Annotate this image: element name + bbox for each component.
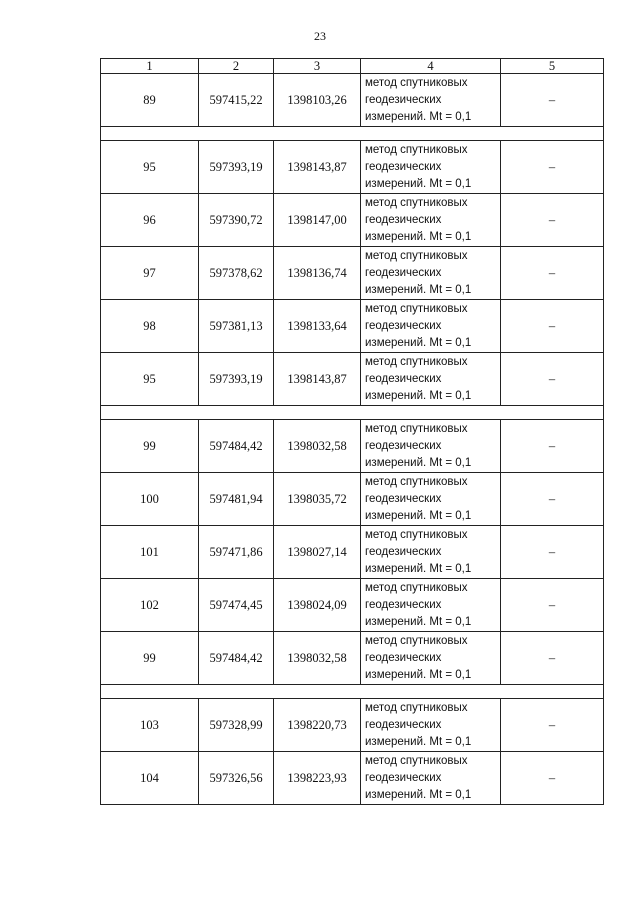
section-separator-cell <box>101 406 604 420</box>
table-row <box>101 579 604 632</box>
y-coordinate-cell: 1398143,87 <box>274 353 361 406</box>
table-row <box>101 300 604 353</box>
y-coordinate-cell: 1398032,58 <box>274 632 361 685</box>
x-coordinate-cell: 597471,86 <box>199 526 274 579</box>
header-row <box>101 59 604 74</box>
method-cell: метод спутниковых геодезических измерений. Mt = 0,1 <box>361 579 501 632</box>
table-row <box>101 632 604 685</box>
y-coordinate-cell: 1398143,87 <box>274 141 361 194</box>
method-cell: метод спутниковых геодезических измерений. Mt = 0,1 <box>361 194 501 247</box>
table-row <box>101 473 604 526</box>
table-row <box>101 247 604 300</box>
point-number-cell: 89 <box>101 74 199 127</box>
column-header-1: 1 <box>101 59 199 74</box>
accuracy-note-cell: – <box>501 74 604 127</box>
y-coordinate-cell: 1398103,26 <box>274 74 361 127</box>
x-coordinate-cell: 597390,72 <box>199 194 274 247</box>
y-coordinate-cell: 1398027,14 <box>274 526 361 579</box>
method-cell: метод спутниковых геодезических измерений. Mt = 0,1 <box>361 300 501 353</box>
column-header-5: 5 <box>501 59 604 74</box>
table-row <box>101 141 604 194</box>
table-row <box>101 353 604 406</box>
method-cell: метод спутниковых геодезических измерений. Mt = 0,1 <box>361 632 501 685</box>
method-cell: метод спутниковых геодезических измерений. Mt = 0,1 <box>361 420 501 473</box>
section-separator-cell <box>101 685 604 699</box>
y-coordinate-cell: 1398136,74 <box>274 247 361 300</box>
x-coordinate-cell: 597484,42 <box>199 420 274 473</box>
point-number-cell: 101 <box>101 526 199 579</box>
point-number-cell: 102 <box>101 579 199 632</box>
coordinates-table-body <box>101 59 604 805</box>
accuracy-note-cell: – <box>501 579 604 632</box>
accuracy-note-cell: – <box>501 247 604 300</box>
y-coordinate-cell: 1398024,09 <box>274 579 361 632</box>
x-coordinate-cell: 597474,45 <box>199 579 274 632</box>
point-number-cell: 97 <box>101 247 199 300</box>
x-coordinate-cell: 597393,19 <box>199 141 274 194</box>
y-coordinate-cell: 1398223,93 <box>274 752 361 805</box>
table-row <box>101 752 604 805</box>
accuracy-note-cell: – <box>501 473 604 526</box>
point-number-cell: 104 <box>101 752 199 805</box>
point-number-cell: 95 <box>101 141 199 194</box>
accuracy-note-cell: – <box>501 194 604 247</box>
accuracy-note-cell: – <box>501 300 604 353</box>
method-cell: метод спутниковых геодезических измерений. Mt = 0,1 <box>361 141 501 194</box>
point-number-cell: 103 <box>101 699 199 752</box>
y-coordinate-cell: 1398035,72 <box>274 473 361 526</box>
x-coordinate-cell: 597378,62 <box>199 247 274 300</box>
column-header-3: 3 <box>274 59 361 74</box>
table-row <box>101 194 604 247</box>
point-number-cell: 98 <box>101 300 199 353</box>
accuracy-note-cell: – <box>501 632 604 685</box>
coordinates-table <box>100 58 604 805</box>
x-coordinate-cell: 597415,22 <box>199 74 274 127</box>
accuracy-note-cell: – <box>501 752 604 805</box>
section-separator-cell <box>101 127 604 141</box>
x-coordinate-cell: 597481,94 <box>199 473 274 526</box>
x-coordinate-cell: 597326,56 <box>199 752 274 805</box>
y-coordinate-cell: 1398133,64 <box>274 300 361 353</box>
page-number: 23 <box>314 29 326 43</box>
point-number-cell: 99 <box>101 420 199 473</box>
y-coordinate-cell: 1398147,00 <box>274 194 361 247</box>
method-cell: метод спутниковых геодезических измерений. Mt = 0,1 <box>361 247 501 300</box>
point-number-cell: 96 <box>101 194 199 247</box>
column-header-4: 4 <box>361 59 501 74</box>
x-coordinate-cell: 597328,99 <box>199 699 274 752</box>
method-cell: метод спутниковых геодезических измерений. Mt = 0,1 <box>361 353 501 406</box>
section-separator-row <box>101 406 604 420</box>
y-coordinate-cell: 1398220,73 <box>274 699 361 752</box>
x-coordinate-cell: 597484,42 <box>199 632 274 685</box>
accuracy-note-cell: – <box>501 699 604 752</box>
table-row <box>101 699 604 752</box>
method-cell: метод спутниковых геодезических измерений. Mt = 0,1 <box>361 74 501 127</box>
accuracy-note-cell: – <box>501 420 604 473</box>
method-cell: метод спутниковых геодезических измерений. Mt = 0,1 <box>361 473 501 526</box>
table-row <box>101 74 604 127</box>
point-number-cell: 95 <box>101 353 199 406</box>
accuracy-note-cell: – <box>501 526 604 579</box>
section-separator-row <box>101 127 604 141</box>
accuracy-note-cell: – <box>501 141 604 194</box>
section-separator-row <box>101 685 604 699</box>
x-coordinate-cell: 597381,13 <box>199 300 274 353</box>
x-coordinate-cell: 597393,19 <box>199 353 274 406</box>
table-row <box>101 526 604 579</box>
method-cell: метод спутниковых геодезических измерений. Mt = 0,1 <box>361 752 501 805</box>
column-header-2: 2 <box>199 59 274 74</box>
accuracy-note-cell: – <box>501 353 604 406</box>
point-number-cell: 100 <box>101 473 199 526</box>
method-cell: метод спутниковых геодезических измерений. Mt = 0,1 <box>361 699 501 752</box>
point-number-cell: 99 <box>101 632 199 685</box>
method-cell: метод спутниковых геодезических измерений. Mt = 0,1 <box>361 526 501 579</box>
y-coordinate-cell: 1398032,58 <box>274 420 361 473</box>
table-row <box>101 420 604 473</box>
